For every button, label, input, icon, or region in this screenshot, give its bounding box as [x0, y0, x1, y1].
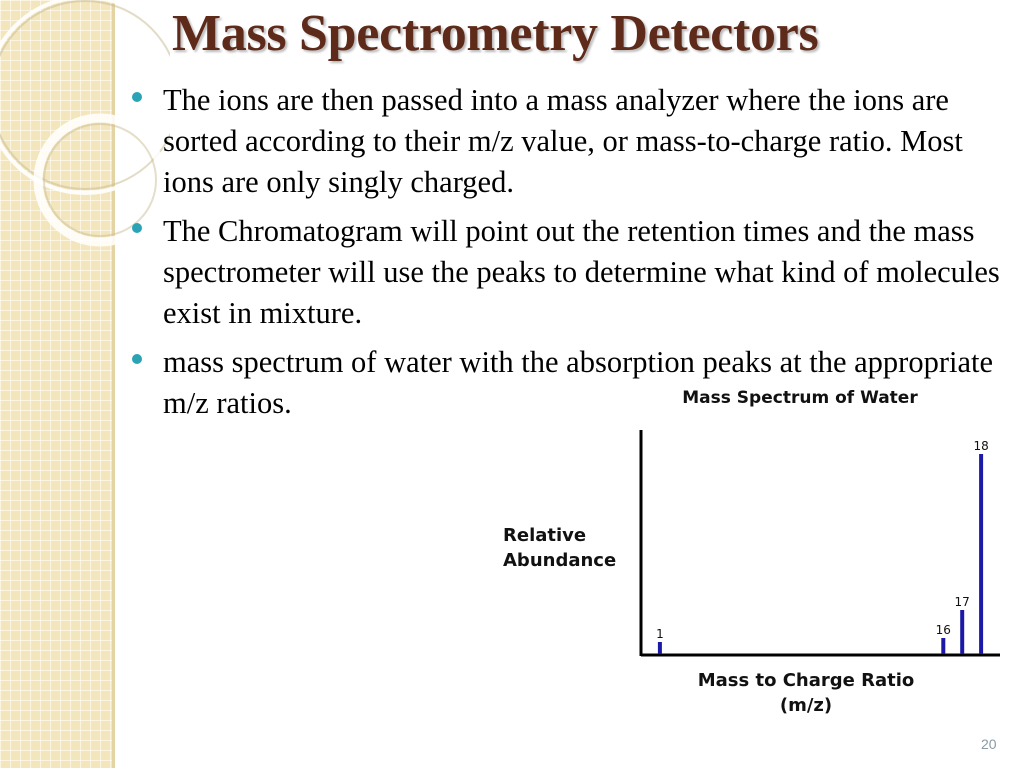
page-number: 20 [981, 736, 997, 752]
bullet-text: The ions are then passed into a mass analyzer where the ions are sorted according to their m/z value, or mass-to-charge ratio. Most ions are only singly charged. [163, 83, 963, 199]
bullet-item [130, 80, 1000, 203]
mass-spectrum-chart [495, 380, 1005, 720]
chart-ylabel-line1: Relative [503, 525, 587, 546]
spectrum-peak-16 [941, 638, 945, 654]
peak-label-18: 18 [973, 439, 989, 453]
bullet-dot-icon [132, 223, 142, 233]
chart-xlabel-line1: Mass to Charge Ratio [697, 670, 915, 691]
peak-label-1: 1 [656, 627, 664, 641]
chart-bars [656, 439, 989, 654]
bullet-text: mass spectrum of water with the absorption peaks at the appropriate m/z ratios. [163, 345, 994, 420]
bullet-text: The Chromatogram will point out the retention times and the mass spectrometer will use the peaks to determine what kind of molecules exist in mixture. [163, 214, 1000, 330]
bullet-dot-icon [132, 354, 142, 364]
peak-label-17: 17 [954, 595, 970, 609]
bullet-dot-icon [132, 92, 142, 102]
chart-title: Mass Spectrum of Water [682, 388, 918, 408]
spectrum-peak-18 [979, 454, 983, 654]
slide-title: Mass Spectrometry Detectors [172, 5, 819, 62]
spectrum-peak-17 [960, 610, 964, 654]
chart-xlabel-line2: (m/z) [779, 695, 833, 716]
bullet-item [130, 211, 1000, 334]
chart-ylabel-line2: Abundance [503, 550, 617, 571]
spectrum-peak-1 [658, 642, 662, 654]
peak-label-16: 16 [935, 623, 951, 637]
